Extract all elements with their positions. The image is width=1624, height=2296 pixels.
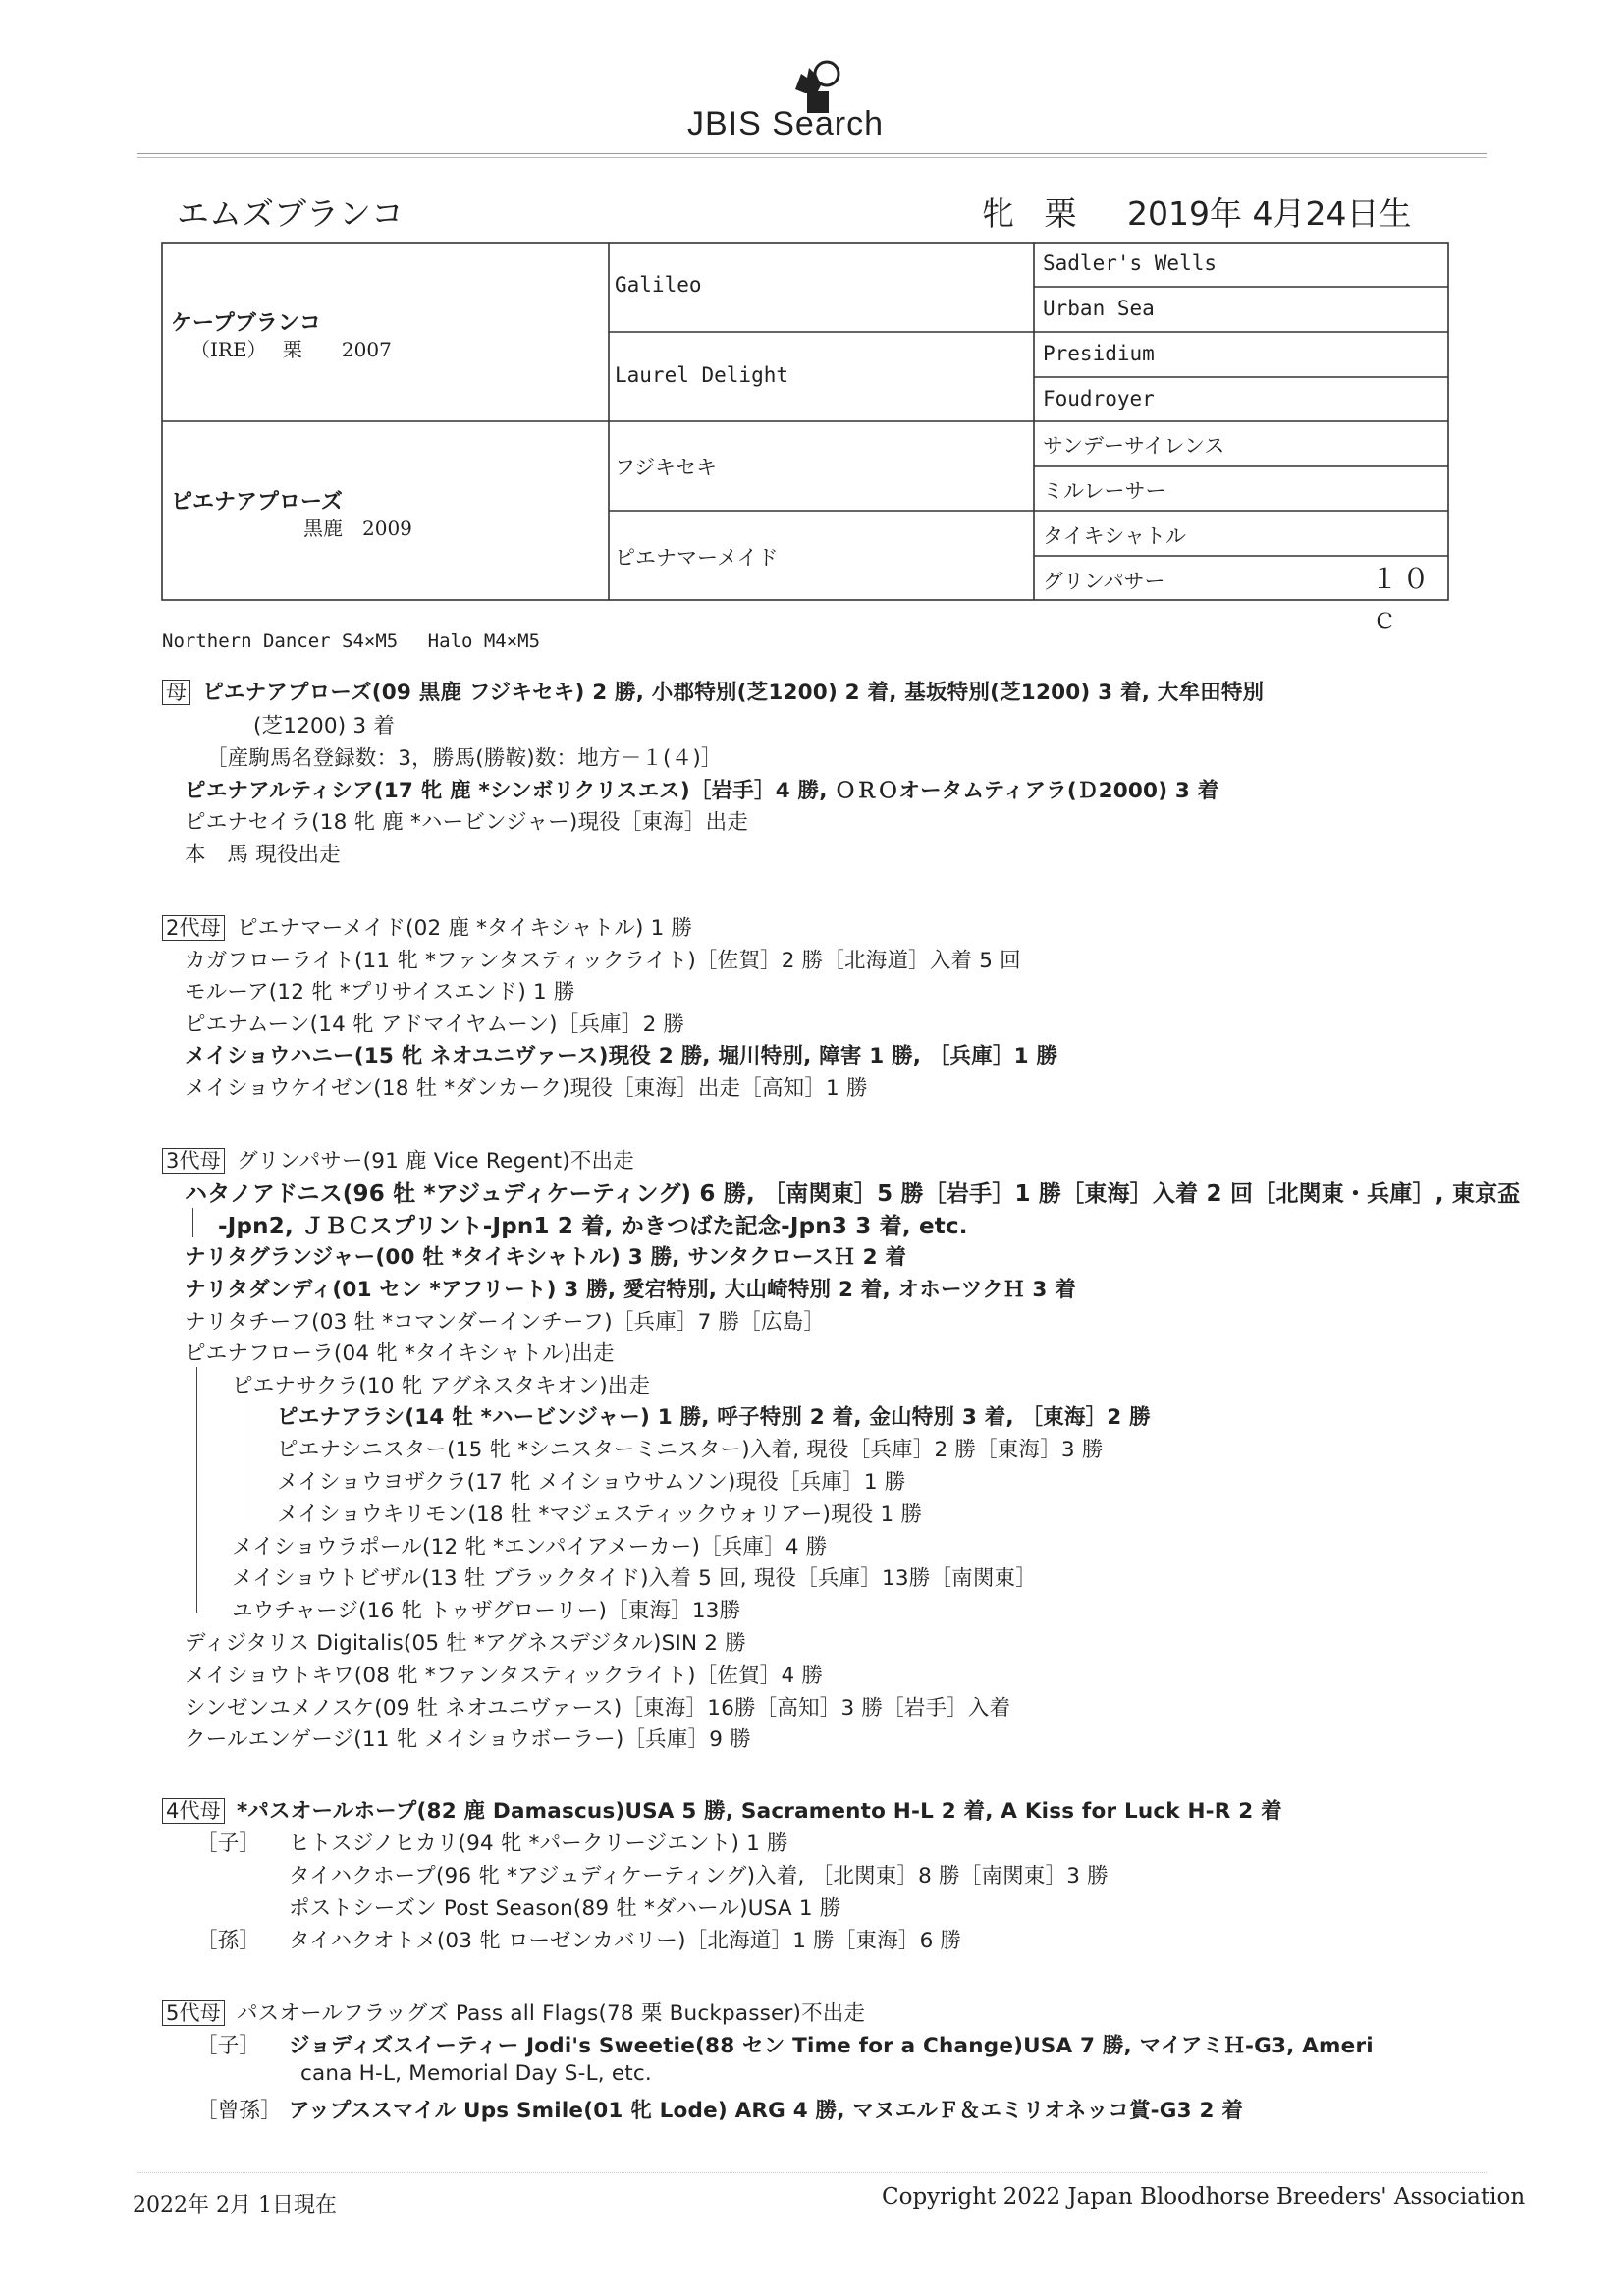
dam3-offspring: シンゼンユメノスケ(09 牡 ネオユニヴァース)［東海］16勝［高知］3 勝［岩手］入着 (185, 1696, 1011, 1721)
dam2-header (162, 911, 692, 942)
dam5-offspring: ジョディズスイーティー Jodi's Sweetie(88 セン Time for a Change)USA 7 勝, マイアミＨ-G3, Ameri (289, 2034, 1374, 2058)
dam4-offspring: ポストシーズン Post Season(89 牡 *ダハール)USA 1 勝 (289, 1896, 841, 1921)
granddam-paternal: Laurel Delight (615, 363, 789, 387)
dam2-offspring: メイショウハニー(15 牝 ネオユニヴァース)現役 2 勝, 堀川特別, 障害 1 勝, ［兵庫］1 勝 (185, 1044, 1058, 1068)
dam1-offspring: 本 馬 現役出走 (185, 843, 341, 867)
sire-detail: （IRE） 栗 2007 (190, 338, 392, 361)
gen3-ancestor: タイキシャトル (1043, 524, 1186, 548)
dam4-tag: 4代母 (162, 1798, 225, 1824)
dam1-offspring: ピエナセイラ(18 牝 鹿 *ハービンジャー)現役［東海］出走 (185, 810, 749, 835)
dam2-offspring: ピエナムーン(14 牝 アドマイヤムーン)［兵庫］2 勝 (185, 1012, 685, 1037)
dam2-line: ピエナマーメイド(02 鹿 *タイキシャトル) 1 勝 (236, 916, 693, 941)
dam2-offspring: カガフローライト(11 牝 *ファンタスティックライト)［佐賀］2 勝［北海道］入着 5 回 (185, 949, 1021, 973)
dam2-tag: 2代母 (162, 915, 225, 941)
gen3-ancestor: サンデーサイレンス (1043, 434, 1225, 458)
dam4-header (162, 1794, 1282, 1825)
gen3-ancestor: Urban Sea (1043, 297, 1155, 320)
child-label: ［子］ (196, 2034, 261, 2058)
horse-birth-date: 2019年 4月24日生 (1127, 194, 1412, 233)
grandsire-paternal: Galileo (615, 273, 702, 297)
header-rule (137, 157, 1487, 158)
dam4-offspring: ヒトスジノヒカリ(94 牝 *パークリージエント) 1 勝 (289, 1831, 788, 1856)
dam4-grandchild: タイハクオトメ(03 牝 ローゼンカバリー)［北海道］1 勝［東海］6 勝 (289, 1929, 962, 1953)
dam1-offspring: ピエナアルティシア(17 牝 鹿 *シンボリクリスエス)［岩手］4 勝, ＯＲＯオータムティアラ(Ｄ2000) 3 着 (185, 779, 1219, 803)
lineage-bar (192, 1208, 193, 1237)
header-rule (137, 153, 1487, 154)
dam4-offspring: タイハクホープ(96 牝 *アジュディケーティング)入着, ［北関東］8 勝［南関東］3 勝 (289, 1864, 1109, 1888)
dam3-offspring: ナリタダンディ(01 セン *アフリート) 3 勝, 愛宕特別, 大山崎特別 2 着, オホーツクＨ 3 着 (185, 1278, 1076, 1302)
dam5-line: パスオールフラッグズ Pass all Flags(78 栗 Buckpasser)不出走 (236, 2001, 866, 2026)
dam3-line: グリンパサー(91 鹿 Vice Regent)不出走 (236, 1149, 634, 1174)
dam3-offspring: ナリタグランジャー(00 牡 *タイキシャトル) 3 勝, サンタクロースＨ 2 着 (185, 1245, 907, 1270)
dam4-line: *パスオールホープ(82 鹿 Damascus)USA 5 勝, Sacramento H-L 2 着, A Kiss for Luck H-R 2 着 (236, 1799, 1282, 1824)
dam5-offspring-cont: cana H-L, Memorial Day S-L, etc. (300, 2061, 652, 2086)
dam5-tag: 5代母 (162, 2000, 225, 2026)
dam3-great-grandchild: ピエナアラシ(14 牡 *ハービンジャー) 1 勝, 呼子特別 2 着, 金山特別 3 着, ［東海］2 勝 (277, 1405, 1151, 1430)
dam3-great-grandchild: ピエナシニスター(15 牝 *シニスターミニスター)入着, 現役［兵庫］2 勝［東海］3 勝 (277, 1438, 1104, 1462)
pedigree-table (161, 242, 1449, 634)
footer-copyright: Copyright 2022 Japan Bloodhorse Breeders' Association (882, 2184, 1526, 2210)
dam-name: ピエナアプローズ (171, 490, 343, 515)
gen3-ancestor: Sadler's Wells (1043, 251, 1218, 275)
family-number: １０ｃ (1371, 563, 1435, 634)
dam5-header (162, 1996, 865, 2027)
dam3-great-grandchild: メイショウキリモン(18 牡 *マジェスティックウォリアー)現役 1 勝 (277, 1503, 923, 1527)
dam3-great-grandchild: メイショウヨザクラ(17 牝 メイショウサムソン)現役［兵庫］1 勝 (277, 1470, 906, 1495)
dam3-offspring: ディジタリス Digitalis(05 牡 *アグネスデジタル)SIN 2 勝 (185, 1631, 746, 1656)
granddam-maternal: ピエナマーメイド (615, 546, 779, 570)
dam1-tag: 母 (162, 680, 190, 705)
dam3-offspring-cont: -Jpn2, ＪＢＣスプリント-Jpn1 2 着, かきつばた記念-Jpn3 3 着, etc. (218, 1214, 968, 1239)
dam2-offspring: メイショウケイゼン(18 牡 *ダンカーク)現役［東海］出走［高知］1 勝 (185, 1076, 868, 1101)
grandchild-label: ［孫］ (196, 1929, 261, 1953)
dam3-header (162, 1144, 634, 1175)
dam3-offspring: クールエンゲージ(11 牝 メイショウボーラー)［兵庫］9 勝 (185, 1727, 751, 1752)
horse-name: エムズブランコ (177, 194, 404, 233)
gen3-ancestor: グリンパサー (1043, 570, 1165, 593)
logo-text: JBIS Search (687, 105, 884, 142)
dam3-offspring: ナリタチーフ(03 牡 *コマンダーインチーフ)［兵庫］7 勝［広島］ (185, 1310, 826, 1335)
dam3-granddaughter: メイショウトビザル(13 牡 ブラックタイド)入着 5 回, 現役［兵庫］13勝［南関東］ (232, 1566, 1037, 1591)
dam1-offspring-summary: ［産駒馬名登録数：3，勝馬(勝鞍)数：地方－１(４)］ (206, 746, 723, 771)
dam3-granddaughter: ピエナサクラ(10 牝 アグネスタキオン)出走 (232, 1374, 651, 1398)
dam5-great-grandchild: アップススマイル Ups Smile(01 牝 Lode) ARG 4 勝, マヌエルＦ＆エミリオネッコ賞-G3 2 着 (289, 2099, 1244, 2123)
dam3-offspring: メイショウトキワ(08 牝 *ファンタスティックライト)［佐賀］4 勝 (185, 1664, 824, 1688)
horse-sex-color: 牝 栗 (982, 194, 1087, 233)
grandsire-maternal: フジキセキ (615, 456, 718, 479)
dam3-tag: 3代母 (162, 1148, 225, 1174)
dam1-line: (芝1200) 3 着 (253, 714, 396, 738)
dam2-offspring: モルーア(12 牝 *プリサイスエンド) 1 勝 (185, 980, 575, 1005)
dam3-granddaughter: メイショウラポール(12 牝 *エンパイアメーカー)［兵庫］4 勝 (232, 1535, 828, 1559)
dam1-header (162, 676, 1264, 706)
child-label: ［子］ (196, 1831, 261, 1856)
footer-rule (137, 2172, 1487, 2173)
jbis-search-logo (687, 54, 943, 147)
dam1-line: ピエナアプローズ(09 黒鹿 フジキセキ) 2 勝, 小郡特別(芝1200) 2 着, 基坂特別(芝1200) 3 着, 大牟田特別 (202, 681, 1265, 705)
lineage-bar (196, 1367, 197, 1613)
sire-name: ケープブランコ (171, 311, 321, 336)
dam-detail: 黒鹿 2009 (303, 517, 412, 540)
inbreeding-info: Northern Dancer S4×M5 Halo M4×M5 (162, 630, 541, 652)
dam3-offspring: ピエナフローラ(04 牝 *タイキシャトル)出走 (185, 1341, 615, 1366)
gen3-ancestor: Foudroyer (1043, 387, 1155, 410)
gen3-ancestor: ミルレーサー (1043, 479, 1166, 503)
gen3-ancestor: Presidium (1043, 342, 1155, 365)
dam3-offspring: ハタノアドニス(96 牡 *アジュディケーティング) 6 勝, ［南関東］5 勝［岩手］1 勝［東海］入着 2 回［北関東・兵庫］, 東京盃 (185, 1181, 1521, 1207)
footer-date: 2022年 2月 1日現在 (133, 2193, 337, 2217)
great-grandchild-label: ［曾孫］ (196, 2099, 282, 2123)
dam3-granddaughter: ユウチャージ(16 牝 トゥザグローリー)［東海］13勝 (232, 1599, 741, 1623)
